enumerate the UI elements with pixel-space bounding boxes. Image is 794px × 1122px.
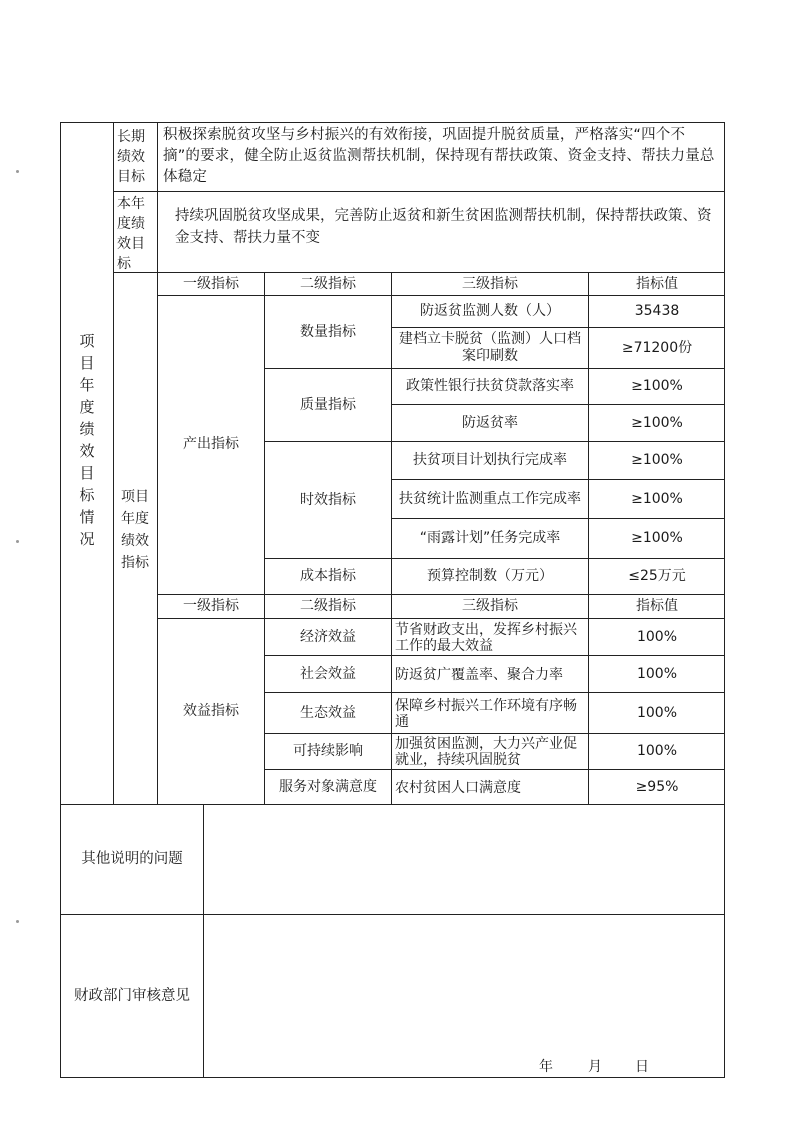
- output-row-value: ≥100%: [631, 490, 683, 507]
- header-level1: 一级指标: [183, 275, 239, 292]
- group-timeliness: 时效指标: [300, 491, 356, 508]
- header2-level3: 三级指标: [462, 598, 518, 614]
- header-level2: 二级指标: [300, 275, 356, 292]
- benefit-row-name: 农村贫困人口满意度: [395, 779, 521, 796]
- benefit-row-name: 防返贫广覆盖率、聚合力率: [395, 666, 563, 683]
- group-quality: 质量指标: [300, 396, 356, 413]
- benefit-label: 效益指标: [183, 703, 239, 719]
- other-label: 其他说明的问题: [81, 851, 183, 867]
- output-row-name: 建档立卡脱贫（监测）人口档案印刷数: [399, 331, 581, 364]
- output-row-value: ≥100%: [631, 530, 683, 546]
- output-row-name: 预算控制数（万元）: [427, 568, 553, 584]
- header2-level2: 二级指标: [300, 598, 356, 614]
- header-value: 指标值: [636, 275, 678, 292]
- output-row-value: ≥71200份: [621, 339, 693, 356]
- output-row-value: ≥100%: [631, 414, 683, 431]
- output-row-name: 防返贫率: [462, 414, 518, 431]
- side-label-text: 项目年度绩效目标情况: [79, 332, 95, 548]
- annual-text: 持续巩固脱贫攻坚成果，完善防止返贫和新生贫困监测帮扶机制，保持帮扶政策、资金支持、帮扶力量不变: [175, 208, 712, 246]
- benefit-row-value: ≥95%: [635, 778, 679, 795]
- long-term-text: 积极探索脱贫攻坚与乡村振兴的有效衔接，巩固提升脱贫质量，严格落实“四个不摘”的要求，健全防止返贫监测帮扶机制，保持现有帮扶政策、资金支持、帮扶力量总体稳定: [163, 126, 715, 185]
- benefit-level2: 社会效益: [300, 665, 356, 682]
- output-row-value: ≥100%: [631, 452, 683, 468]
- benefit-row-value: 100%: [636, 743, 678, 759]
- benefit-level2: 生态效益: [300, 704, 356, 721]
- benefit-row-value: 100%: [636, 704, 678, 721]
- benefit-row-name: 保障乡村振兴工作环境有序畅通: [395, 697, 577, 730]
- side-label: [62, 300, 112, 580]
- header2-value: 指标值: [636, 598, 678, 614]
- output-row-value: 35438: [634, 303, 680, 319]
- benefit-row-value: 100%: [636, 665, 678, 682]
- benefit-row-value: 100%: [636, 628, 678, 645]
- other-content[interactable]: [206, 806, 722, 913]
- annual-label: 本年度绩效目标: [117, 196, 145, 272]
- output-row-name: 扶贫统计监测重点工作完成率: [399, 490, 581, 507]
- header2-level1: 一级指标: [183, 598, 239, 614]
- binding-dot: [16, 540, 19, 543]
- output-label: 产出指标: [183, 436, 239, 452]
- output-row-name: 防返贫监测人数（人）: [420, 303, 560, 319]
- review-label: 财政部门审核意见: [74, 987, 190, 1004]
- header-level3: 三级指标: [462, 275, 518, 292]
- review-content[interactable]: [206, 916, 722, 1056]
- output-row-name: “雨露计划”任务完成率: [419, 530, 561, 546]
- review-day: 日: [635, 1058, 649, 1075]
- output-row-name: 政策性银行扶贫贷款落实率: [406, 378, 574, 394]
- binding-dot: [16, 170, 19, 173]
- output-row-name: 扶贫项目计划执行完成率: [413, 452, 567, 468]
- benefit-row-name: 加强贫困监测，大力兴产业促就业，持续巩固脱贫: [395, 736, 577, 768]
- benefit-level2: 可持续影响: [293, 743, 363, 759]
- benefit-level2: 经济效益: [300, 628, 356, 645]
- group-cost: 成本指标: [300, 568, 356, 584]
- benefit-level2: 服务对象满意度: [279, 778, 377, 795]
- group-quantity: 数量指标: [300, 323, 356, 340]
- review-year: 年: [539, 1058, 553, 1075]
- output-row-value: ≤25万元: [628, 568, 686, 584]
- long-term-label: 长期绩效目标: [117, 129, 145, 185]
- output-row-value: ≥100%: [631, 378, 683, 394]
- benefit-row-name: 节省财政支出，发挥乡村振兴工作的最大效益: [395, 621, 577, 654]
- review-month: 月: [588, 1058, 602, 1075]
- binding-dot: [16, 920, 19, 923]
- indicator-label: 项目年度绩效指标: [121, 489, 149, 571]
